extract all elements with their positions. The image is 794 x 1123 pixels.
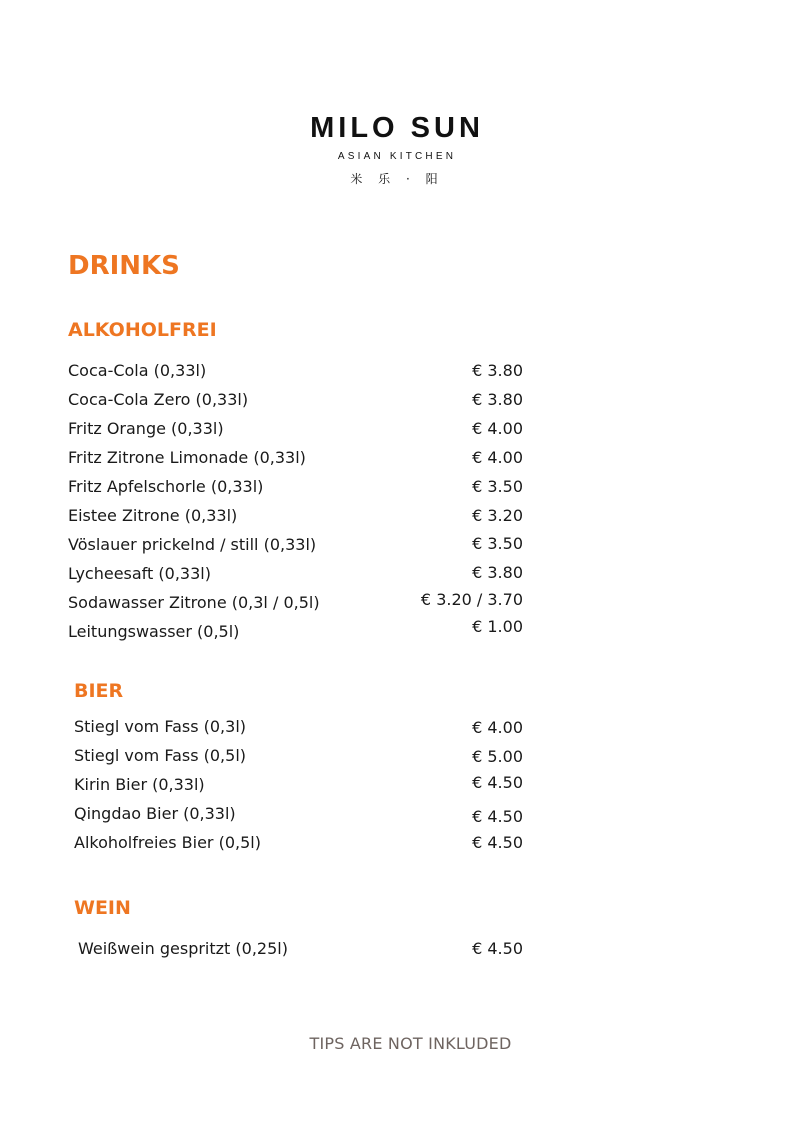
menu-item-price: € 3.20 / 3.70 (420, 590, 523, 609)
menu-item-name: Stiegl vom Fass (0,3l) (74, 717, 247, 736)
section-title-alkoholfrei: ALKOHOLFREI (68, 319, 217, 341)
menu-item-name: Coca-Cola (0,33l) (68, 361, 207, 380)
menu-item-name: Sodawasser Zitrone (0,3l / 0,5l) (68, 593, 320, 612)
brand-name: MILO SUN (310, 112, 484, 144)
page-title: DRINKS (68, 251, 180, 281)
brand-chinese-name: 米 乐 · 阳 (350, 172, 444, 186)
menu-item-price: € 3.50 (472, 477, 523, 496)
menu-item-price: € 4.50 (472, 939, 523, 958)
menu-item-price: € 5.00 (472, 747, 523, 766)
section-title-wein: WEIN (74, 897, 131, 919)
menu-item-name: Fritz Zitrone Limonade (0,33l) (68, 448, 306, 467)
menu-item-price: € 4.50 (472, 807, 523, 826)
menu-item-name: Kirin Bier (0,33l) (74, 775, 205, 794)
menu-item-price: € 3.20 (472, 506, 523, 525)
menu-item-name: Vöslauer prickelnd / still (0,33l) (68, 535, 317, 554)
menu-item-name: Alkoholfreies Bier (0,5l) (74, 833, 261, 852)
menu-item-name: Coca-Cola Zero (0,33l) (68, 390, 249, 409)
menu-item-name: Stiegl vom Fass (0,5l) (74, 746, 247, 765)
brand-subtitle: ASIAN KITCHEN (337, 151, 457, 162)
menu-item-price: € 3.50 (472, 534, 523, 553)
menu-item-price: € 4.00 (472, 718, 523, 737)
menu-item-price: € 3.80 (472, 361, 523, 380)
menu-item-price: € 3.80 (472, 563, 523, 582)
menu-item-name: Eistee Zitrone (0,33l) (68, 506, 238, 525)
menu-item-name: Fritz Orange (0,33l) (68, 419, 224, 438)
menu-item-price: € 4.50 (472, 833, 523, 852)
menu-item-price: € 1.00 (472, 617, 523, 636)
menu-item-name: Fritz Apfelschorle (0,33l) (68, 477, 264, 496)
footer-note: TIPS ARE NOT INKLUDED (309, 1034, 512, 1053)
menu-item-price: € 4.00 (472, 448, 523, 467)
section-title-bier: BIER (74, 680, 124, 702)
menu-item-name: Weißwein gespritzt (0,25l) (78, 939, 288, 958)
menu-item-price: € 4.00 (472, 419, 523, 438)
menu-item-name: Leitungswasser (0,5l) (68, 622, 240, 641)
menu-item-name: Qingdao Bier (0,33l) (74, 804, 236, 823)
menu-item-price: € 3.80 (472, 390, 523, 409)
menu-item-name: Lycheesaft (0,33l) (68, 564, 211, 583)
menu-item-price: € 4.50 (472, 773, 523, 792)
